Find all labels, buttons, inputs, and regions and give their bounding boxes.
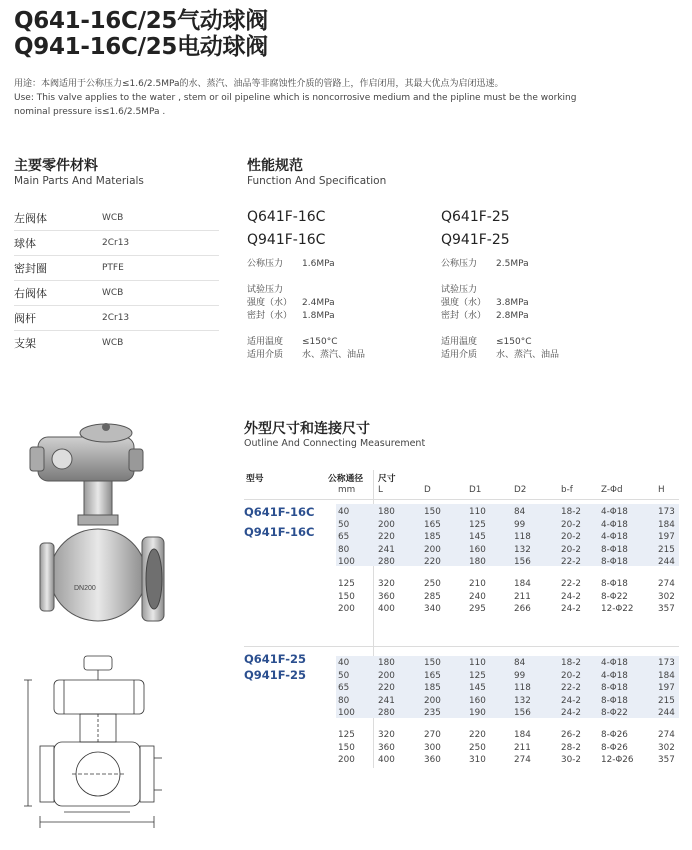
cell-l: 241 <box>378 544 395 555</box>
cell-zd: 8-Φ22 <box>601 591 628 602</box>
cell-h: 274 <box>658 579 675 589</box>
col-dn-header: 公称通径 <box>328 474 364 484</box>
cell-dn: 150 <box>338 742 355 753</box>
cell-h: 197 <box>658 683 675 693</box>
cell-bf: 20-2 <box>561 519 581 530</box>
part-material: WCB <box>102 213 124 223</box>
group2-model-2: Q941F-25 <box>244 668 307 682</box>
table-row <box>244 591 679 603</box>
cell-d1: 110 <box>469 658 486 668</box>
cell-l: 400 <box>378 755 395 765</box>
table-row <box>244 729 679 741</box>
cell-l: 280 <box>378 557 395 567</box>
cell-bf: 24-2 <box>561 695 581 706</box>
cell-l: 280 <box>378 708 395 718</box>
cell-dn: 80 <box>338 544 350 555</box>
col-header-h: H <box>658 485 665 495</box>
col-header-zd: Z-Φd <box>601 485 623 495</box>
cell-dn: 100 <box>338 557 355 567</box>
group1-model-2: Q941F-16C <box>244 525 315 539</box>
spec-heading-cn: 性能规范 <box>247 158 303 174</box>
part-name: 密封圈 <box>14 262 47 275</box>
cell-h: 357 <box>658 604 675 614</box>
cell-zd: 8-Φ26 <box>601 742 628 753</box>
col-header-d: D <box>424 485 431 495</box>
cell-l: 200 <box>378 519 395 530</box>
cell-d2: 99 <box>514 519 526 530</box>
group1-model-1: Q641F-16C <box>244 505 315 519</box>
cell-l: 220 <box>378 532 395 542</box>
spec-label: 试验压力 <box>441 285 478 295</box>
cell-d2: 211 <box>514 742 531 753</box>
part-name: 球体 <box>14 237 36 250</box>
cell-bf: 20-2 <box>561 544 581 555</box>
cell-d2: 84 <box>514 507 526 517</box>
part-material: 2Cr13 <box>102 238 130 248</box>
table-row <box>244 657 679 669</box>
cell-d: 150 <box>424 658 441 668</box>
spec-label: 密封（水） <box>247 311 293 321</box>
cell-dn: 100 <box>338 708 355 718</box>
table-row <box>244 682 679 694</box>
dims-heading-cn: 外型尺寸和连接尺寸 <box>244 421 370 437</box>
spec-label: 密封（水） <box>441 311 487 321</box>
cell-d2: 132 <box>514 544 531 555</box>
usage-cn: 用途：本阀适用于公称压力≤1.6/2.5MPa的水、蒸汽、油品等非腐蚀性介质的管路上，作启闭用，其最大优点为启闭迅速。 <box>14 79 504 89</box>
cell-l: 320 <box>378 730 395 740</box>
spec-value: 3.8MPa <box>496 298 529 308</box>
cell-bf: 18-2 <box>561 507 581 517</box>
dims-heading-en: Outline And Connecting Measurement <box>244 438 426 449</box>
cell-bf: 24-2 <box>561 604 581 614</box>
cell-h: 197 <box>658 532 675 542</box>
cell-l: 320 <box>378 579 395 589</box>
cell-h: 215 <box>658 695 675 706</box>
cell-bf: 24-2 <box>561 591 581 602</box>
cell-l: 180 <box>378 658 395 668</box>
cell-l: 360 <box>378 591 395 602</box>
cell-d2: 211 <box>514 591 531 602</box>
cell-dn: 150 <box>338 591 355 602</box>
cell-bf: 22-2 <box>561 579 581 589</box>
title-line-1: Q641-16C/25气动球阀 <box>14 8 268 34</box>
cell-bf: 20-2 <box>561 532 581 542</box>
spec-model: Q641F-25 <box>441 209 510 225</box>
table-divider-horizontal <box>244 499 679 500</box>
cell-d: 165 <box>424 670 441 681</box>
col-dn-unit: mm <box>338 485 356 495</box>
cell-h: 274 <box>658 730 675 740</box>
cell-d2: 184 <box>514 730 531 740</box>
cell-d: 200 <box>424 695 441 706</box>
cell-zd: 12-Φ22 <box>601 604 634 614</box>
cell-d: 150 <box>424 507 441 517</box>
cell-dn: 200 <box>338 604 355 614</box>
cell-zd: 8-Φ18 <box>601 579 628 589</box>
parts-table <box>14 206 219 355</box>
cell-dn: 125 <box>338 579 355 589</box>
cell-d: 185 <box>424 683 441 693</box>
cell-d: 220 <box>424 557 441 567</box>
cell-h: 244 <box>658 557 675 567</box>
cell-h: 302 <box>658 591 675 602</box>
cell-dn: 40 <box>338 507 350 517</box>
spec-model: Q941F-25 <box>441 232 510 248</box>
cell-dn: 80 <box>338 695 350 706</box>
cell-d1: 220 <box>469 730 486 740</box>
spec-label: 强度（水） <box>247 298 293 308</box>
cell-l: 180 <box>378 507 395 517</box>
cell-d: 340 <box>424 604 441 614</box>
usage-text <box>14 77 679 119</box>
cell-dn: 125 <box>338 730 355 740</box>
cell-l: 360 <box>378 742 395 753</box>
table-row <box>244 670 679 682</box>
cell-d2: 156 <box>514 557 531 567</box>
svg-text:DN200: DN200 <box>74 585 96 592</box>
spec-value: ≤150°C <box>302 337 338 347</box>
spec-model: Q941F-16C <box>247 232 326 248</box>
col-header-d1: D1 <box>469 485 482 495</box>
cell-d2: 132 <box>514 695 531 706</box>
cell-zd: 12-Φ26 <box>601 755 634 765</box>
part-material: WCB <box>102 288 124 298</box>
pneumatic-ball-valve-drawing <box>14 650 164 845</box>
table-row <box>244 519 679 531</box>
table-row <box>244 531 679 543</box>
part-name: 阀杆 <box>14 312 36 325</box>
cell-d1: 295 <box>469 604 486 614</box>
spec-label: 公称压力 <box>247 259 284 269</box>
cell-d1: 190 <box>469 708 486 718</box>
table-row <box>244 754 679 766</box>
cell-d1: 160 <box>469 695 486 706</box>
spec-model: Q641F-16C <box>247 209 326 225</box>
part-name: 支架 <box>14 337 36 350</box>
spec-label: 适用温度 <box>441 337 478 347</box>
spec-label: 公称压力 <box>441 259 478 269</box>
cell-d1: 110 <box>469 507 486 517</box>
cell-zd: 8-Φ18 <box>601 683 628 693</box>
spec-value: 2.5MPa <box>496 259 529 269</box>
table-row <box>244 506 679 518</box>
col-header-l: L <box>378 485 383 495</box>
cell-h: 184 <box>658 670 675 681</box>
cell-d: 185 <box>424 532 441 542</box>
cell-d: 300 <box>424 742 441 753</box>
spec-value: 2.4MPa <box>302 298 335 308</box>
valve-drawing-icon <box>14 650 164 845</box>
cell-d: 270 <box>424 730 441 740</box>
parts-row <box>14 306 219 331</box>
cell-d1: 145 <box>469 532 486 542</box>
title-line-2: Q941-16C/25电动球阀 <box>14 34 268 60</box>
cell-dn: 40 <box>338 658 350 668</box>
cell-d2: 156 <box>514 708 531 718</box>
cell-h: 244 <box>658 708 675 718</box>
group2-model-1: Q641F-25 <box>244 652 307 666</box>
parts-row <box>14 281 219 306</box>
cell-bf: 20-2 <box>561 670 581 681</box>
cell-d2: 99 <box>514 670 526 681</box>
cell-d1: 240 <box>469 591 486 602</box>
spec-value: 1.8MPa <box>302 311 335 321</box>
spec-label: 试验压力 <box>247 285 284 295</box>
cell-zd: 8-Φ22 <box>601 708 628 718</box>
cell-d2: 274 <box>514 755 531 765</box>
spec-value: 水、蒸汽、油品 <box>302 350 366 360</box>
col-size-header: 尺寸 <box>378 474 396 484</box>
col-model-header: 型号 <box>246 474 264 484</box>
cell-zd: 4-Φ18 <box>601 658 628 668</box>
cell-d2: 184 <box>514 579 531 589</box>
usage-en-2: nominal pressure is≤1.6/2.5MPa . <box>14 107 166 117</box>
valve-photo-icon <box>24 415 174 635</box>
spec-label: 适用温度 <box>247 337 284 347</box>
cell-d: 200 <box>424 544 441 555</box>
parts-heading-cn: 主要零件材料 <box>14 158 98 174</box>
parts-row <box>14 231 219 256</box>
parts-row <box>14 206 219 231</box>
cell-bf: 18-2 <box>561 658 581 668</box>
cell-bf: 22-2 <box>561 557 581 567</box>
spec-label: 适用介质 <box>247 350 284 360</box>
spec-value: 2.8MPa <box>496 311 529 321</box>
cell-d: 285 <box>424 591 441 602</box>
spec-value: 1.6MPa <box>302 259 335 269</box>
cell-d1: 250 <box>469 742 486 753</box>
table-row <box>244 707 679 719</box>
cell-l: 241 <box>378 695 395 706</box>
cell-zd: 8-Φ18 <box>601 544 628 555</box>
cell-d2: 266 <box>514 604 531 614</box>
table-row <box>244 742 679 754</box>
cell-h: 173 <box>658 507 675 517</box>
electric-ball-valve-photo <box>24 415 174 635</box>
col-header-bf: b-f <box>561 485 573 495</box>
cell-dn: 50 <box>338 670 350 681</box>
cell-bf: 30-2 <box>561 755 581 765</box>
table-divider-horizontal <box>244 646 679 647</box>
cell-dn: 65 <box>338 683 350 693</box>
cell-zd: 8-Φ18 <box>601 557 628 567</box>
parts-heading-en: Main Parts And Materials <box>14 175 144 187</box>
cell-dn: 65 <box>338 532 350 542</box>
cell-d: 250 <box>424 579 441 589</box>
spec-heading-en: Function And Specification <box>247 175 387 187</box>
part-material: 2Cr13 <box>102 313 130 323</box>
cell-d1: 310 <box>469 755 486 765</box>
spec-label: 适用介质 <box>441 350 478 360</box>
cell-h: 302 <box>658 742 675 753</box>
cell-h: 215 <box>658 544 675 555</box>
table-row <box>244 603 679 615</box>
spec-column-25 <box>441 206 559 362</box>
parts-row <box>14 256 219 281</box>
cell-d2: 118 <box>514 683 531 693</box>
cell-bf: 24-2 <box>561 708 581 718</box>
cell-d1: 145 <box>469 683 486 693</box>
spec-value: ≤150°C <box>496 337 532 347</box>
cell-bf: 28-2 <box>561 742 581 753</box>
table-row <box>244 695 679 707</box>
col-header-d2: D2 <box>514 485 527 495</box>
cell-zd: 8-Φ26 <box>601 730 628 740</box>
spec-label: 强度（水） <box>441 298 487 308</box>
cell-d1: 125 <box>469 519 486 530</box>
cell-d1: 180 <box>469 557 486 567</box>
cell-bf: 26-2 <box>561 730 581 740</box>
parts-row <box>14 331 219 355</box>
usage-en-1: Use: This valve applies to the water , stem or oil pipeline which is noncorrosive medium and the pipline must be the working <box>14 93 577 103</box>
cell-d2: 118 <box>514 532 531 542</box>
cell-l: 400 <box>378 604 395 614</box>
table-row <box>244 544 679 556</box>
cell-d1: 210 <box>469 579 486 589</box>
spec-value: 水、蒸汽、油品 <box>496 350 560 360</box>
cell-dn: 200 <box>338 755 355 765</box>
cell-zd: 8-Φ18 <box>601 695 628 706</box>
cell-l: 220 <box>378 683 395 693</box>
part-material: PTFE <box>102 263 124 273</box>
cell-l: 200 <box>378 670 395 681</box>
cell-h: 173 <box>658 658 675 668</box>
cell-h: 184 <box>658 519 675 530</box>
cell-d1: 125 <box>469 670 486 681</box>
cell-d: 360 <box>424 755 441 765</box>
cell-h: 357 <box>658 755 675 765</box>
part-name: 右阀体 <box>14 287 47 300</box>
cell-zd: 4-Φ18 <box>601 670 628 681</box>
spec-column-16c <box>247 206 365 362</box>
cell-zd: 4-Φ18 <box>601 507 628 517</box>
cell-d2: 84 <box>514 658 526 668</box>
cell-bf: 22-2 <box>561 683 581 693</box>
part-name: 左阀体 <box>14 212 47 225</box>
cell-d1: 160 <box>469 544 486 555</box>
cell-zd: 4-Φ18 <box>601 519 628 530</box>
table-row <box>244 578 679 590</box>
part-material: WCB <box>102 338 124 348</box>
cell-d: 165 <box>424 519 441 530</box>
cell-zd: 4-Φ18 <box>601 532 628 542</box>
table-row <box>244 556 679 568</box>
cell-dn: 50 <box>338 519 350 530</box>
cell-d: 235 <box>424 708 441 718</box>
